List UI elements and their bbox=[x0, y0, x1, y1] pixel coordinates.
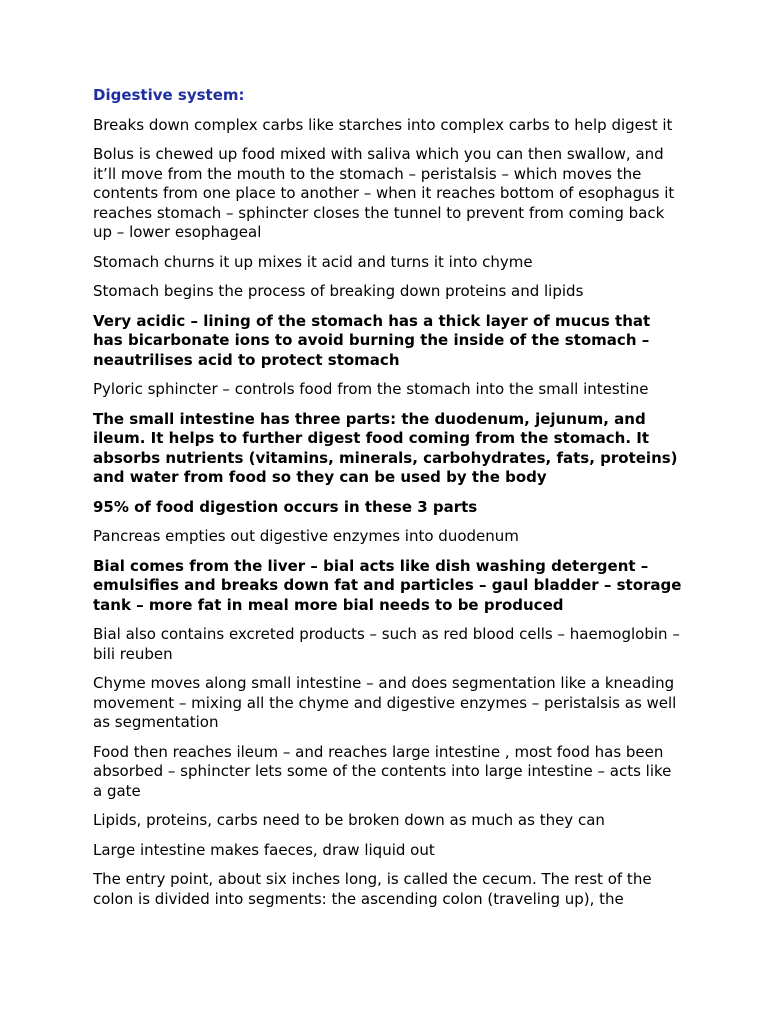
paragraph: Bolus is chewed up food mixed with saliva which you can then swallow, and it’ll move from the mouth to the stomach – peristalsis – which moves the contents from one place to another – when it reaches bottom of esophagus it reaches stomach – sphincter closes the tunnel to prevent from coming back up – lower esophageal bbox=[93, 145, 675, 241]
paragraph: Bial also contains excreted products – such as red blood cells – haemoglobin – bili reuben bbox=[93, 625, 680, 663]
paragraph-bold: The small intestine has three parts: the duodenum, jejunum, and ileum. It helps to further digest food coming from the stomach. It absorbs nutrients (vitamins, minerals, carbohydrates, fats, proteins) and water from food so they can be used by the body bbox=[93, 409, 678, 486]
paragraph: Stomach churns it up mixes it acid and turns it into chyme bbox=[93, 252, 533, 271]
paragraph: Breaks down complex carbs like starches into complex carbs to help digest it bbox=[93, 115, 673, 134]
paragraph: Pancreas empties out digestive enzymes into duodenum bbox=[93, 527, 519, 545]
paragraph: Chyme moves along small intestine – and does segmentation like a kneading movement – mixing all the chyme and digestive enzymes – peristalsis as well as segmentation bbox=[93, 674, 677, 731]
paragraph: Large intestine makes faeces, draw liquid out bbox=[93, 840, 435, 859]
document-heading: Digestive system: bbox=[93, 86, 245, 104]
paragraph: The entry point, about six inches long, is called the cecum. The rest of the colon is divided into segments: the ascending colon (traveling up), the bbox=[93, 870, 652, 908]
paragraph: Pyloric sphincter – controls food from the stomach into the small intestine bbox=[93, 380, 649, 398]
paragraph: Food then reaches ileum – and reaches large intestine , most food has been absorbed – sphincter lets some of the contents into large intestine – acts like a gate bbox=[93, 742, 672, 800]
paragraph: Stomach begins the process of breaking down proteins and lipids bbox=[93, 282, 584, 300]
paragraph-bold: 95% of food digestion occurs in these 3 parts bbox=[93, 497, 478, 516]
paragraph-bold: Very acidic – lining of the stomach has a thick layer of mucus that has bicarbonate ions to avoid burning the inside of the stomach – neautrilises acid to protect stomach bbox=[93, 311, 651, 369]
paragraph-bold: Bial comes from the liver – bial acts like dish washing detergent – emulsifies and breaks down fat and particles – gaul bladder – storage tank – more fat in meal more bial needs to be produced bbox=[93, 556, 682, 614]
document-page bbox=[93, 86, 683, 919]
paragraph: Lipids, proteins, carbs need to be broken down as much as they can bbox=[93, 811, 605, 829]
